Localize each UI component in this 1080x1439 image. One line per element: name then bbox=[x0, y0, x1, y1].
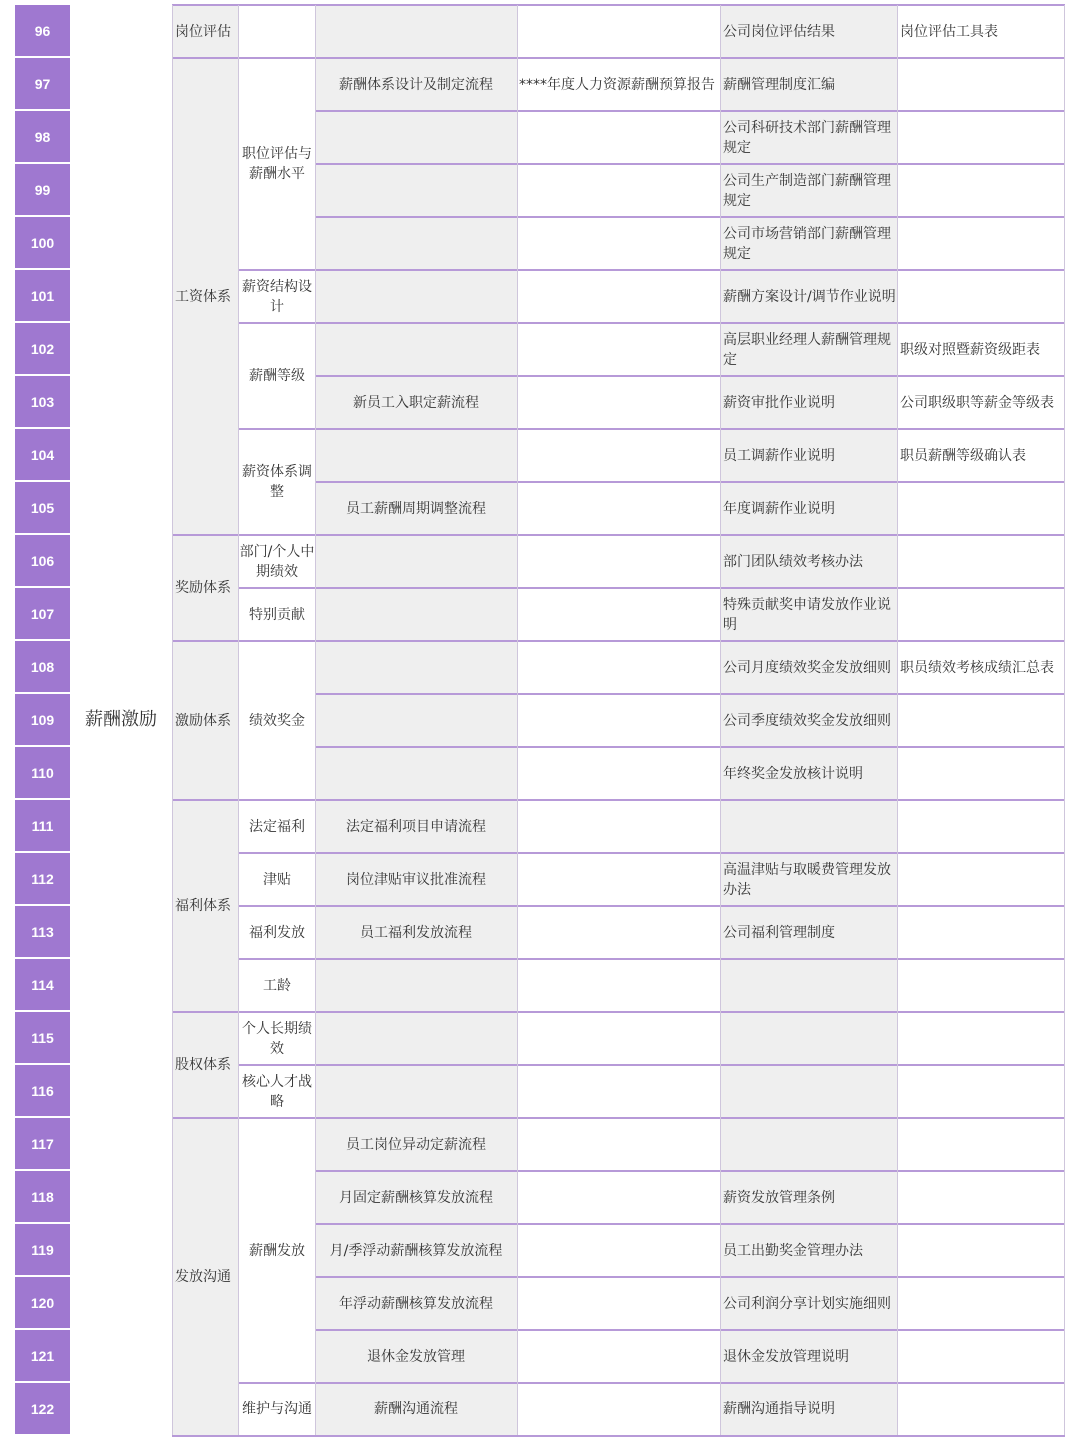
level1-gangwei: 岗位评估 bbox=[175, 23, 231, 40]
process-cell: 岗位津贴审议批准流程 bbox=[346, 871, 486, 888]
level2-dengji: 薪酬等级 bbox=[249, 368, 305, 384]
document-cell: 特殊贡献奖申请发放作业说明 bbox=[723, 596, 891, 633]
document-cell: 公司季度绩效奖金发放细则 bbox=[723, 712, 891, 729]
level2-jintie: 津贴 bbox=[263, 871, 291, 888]
row-number: 120 bbox=[15, 1277, 70, 1328]
form-cell: 岗位评估工具表 bbox=[900, 23, 998, 40]
row-separator bbox=[239, 587, 1065, 589]
level2-fulifafang: 福利发放 bbox=[249, 924, 305, 941]
level2-hexin: 核心人才战略 bbox=[242, 1073, 312, 1110]
row-number: 110 bbox=[15, 747, 70, 798]
module-cell: 薪酬激励 bbox=[85, 709, 157, 730]
row-number: 105 bbox=[15, 482, 70, 533]
level2-xinchoufafang: 薪酬发放 bbox=[249, 1242, 305, 1259]
row-number: 96 bbox=[15, 5, 70, 56]
process-cell: 退休金发放管理 bbox=[367, 1348, 465, 1365]
process-cell: 薪酬沟通流程 bbox=[374, 1401, 458, 1417]
row-number: 116 bbox=[15, 1065, 70, 1116]
form-cell: 公司职级职等薪金等级表 bbox=[900, 394, 1054, 411]
process-cell: 薪酬体系设计及制定流程 bbox=[339, 76, 493, 93]
row-number: 107 bbox=[15, 588, 70, 639]
row-number: 113 bbox=[15, 906, 70, 957]
document-cell: 员工调薪作业说明 bbox=[723, 447, 835, 464]
level1-fuli: 福利体系 bbox=[175, 898, 231, 914]
row-separator bbox=[315, 216, 1065, 218]
row-number: 117 bbox=[15, 1118, 70, 1169]
document-cell: 薪资发放管理条例 bbox=[723, 1189, 835, 1206]
level1-fafang: 发放沟通 bbox=[175, 1268, 231, 1285]
level2-zhongqi: 部门/个人中期绩效 bbox=[239, 543, 315, 580]
row-number: 99 bbox=[15, 164, 70, 215]
row-number: 114 bbox=[15, 959, 70, 1010]
document-cell: 员工出勤奖金管理办法 bbox=[723, 1242, 863, 1259]
document-cell: 公司市场营销部门薪酬管理规定 bbox=[723, 225, 891, 262]
row-number: 104 bbox=[15, 429, 70, 480]
row-number: 103 bbox=[15, 376, 70, 427]
row-number: 98 bbox=[15, 111, 70, 162]
document-cell: 公司福利管理制度 bbox=[723, 924, 835, 941]
row-number: 115 bbox=[15, 1012, 70, 1063]
row-number: 97 bbox=[15, 58, 70, 109]
row-number: 109 bbox=[15, 694, 70, 745]
row-number: 106 bbox=[15, 535, 70, 586]
row-number: 118 bbox=[15, 1171, 70, 1222]
level1-jili: 激励体系 bbox=[175, 712, 231, 729]
document-cell: 薪酬方案设计/调节作业说明 bbox=[723, 288, 896, 305]
process-cell: 员工福利发放流程 bbox=[360, 924, 472, 941]
document-cell: 部门团队绩效考核办法 bbox=[723, 553, 863, 570]
document-cell: 公司月度绩效奖金发放细则 bbox=[723, 659, 891, 676]
row-number: 121 bbox=[15, 1330, 70, 1381]
form-cell: 职员绩效考核成绩汇总表 bbox=[900, 659, 1054, 676]
level1-guquan: 股权体系 bbox=[175, 1057, 231, 1073]
report-cell: ****年度人力资源薪酬预算报告 bbox=[519, 76, 715, 93]
row-number: 122 bbox=[15, 1383, 70, 1434]
process-cell: 法定福利项目申请流程 bbox=[346, 818, 486, 835]
salary-incentive-table bbox=[15, 5, 1065, 1435]
process-cell: 年浮动薪酬核算发放流程 bbox=[339, 1295, 493, 1312]
row-number: 102 bbox=[15, 323, 70, 374]
process-cell: 月/季浮动薪酬核算发放流程 bbox=[329, 1242, 503, 1259]
document-cell: 薪酬管理制度汇编 bbox=[723, 76, 835, 93]
process-cell: 员工岗位异动定薪流程 bbox=[346, 1136, 486, 1153]
form-cell: 职级对照暨薪资级距表 bbox=[900, 341, 1040, 358]
document-cell: 公司生产制造部门薪酬管理规定 bbox=[723, 172, 891, 209]
row-number: 101 bbox=[15, 270, 70, 321]
document-cell: 退休金发放管理说明 bbox=[723, 1348, 849, 1365]
document-cell: 高层职业经理人薪酬管理规定 bbox=[723, 331, 891, 368]
document-cell: 年度调薪作业说明 bbox=[723, 500, 835, 517]
column-separator bbox=[517, 5, 518, 1435]
process-cell: 新员工入职定薪流程 bbox=[353, 394, 479, 411]
row-separator bbox=[315, 746, 1065, 748]
document-cell: 年终奖金发放核计说明 bbox=[723, 765, 863, 782]
row-number: 111 bbox=[15, 800, 70, 851]
level2-gongling: 工龄 bbox=[263, 977, 291, 994]
row-separator bbox=[315, 163, 1065, 165]
level2-fading: 法定福利 bbox=[249, 818, 305, 835]
column-separator bbox=[897, 5, 898, 1435]
row-number: 112 bbox=[15, 853, 70, 904]
level2-jixiao: 绩效奖金 bbox=[249, 712, 305, 729]
row-separator bbox=[239, 1064, 1065, 1066]
row-number: 119 bbox=[15, 1224, 70, 1275]
process-cell: 员工薪酬周期调整流程 bbox=[346, 500, 486, 517]
row-number: 100 bbox=[15, 217, 70, 268]
level2-jiegou: 薪资结构设计 bbox=[242, 278, 312, 315]
level1-jiangli: 奖励体系 bbox=[175, 580, 231, 596]
process-cell: 月固定薪酬核算发放流程 bbox=[339, 1189, 493, 1206]
document-cell: 薪资审批作业说明 bbox=[723, 394, 835, 411]
level2-tebie: 特别贡献 bbox=[249, 606, 305, 623]
document-cell: 薪酬沟通指导说明 bbox=[723, 1401, 835, 1417]
document-cell: 公司利润分享计划实施细则 bbox=[723, 1295, 891, 1312]
level2-zhiwei: 职位评估与薪酬水平 bbox=[242, 146, 312, 182]
level2-tiaozheng: 薪资体系调整 bbox=[242, 464, 312, 500]
form-cell: 职员薪酬等级确认表 bbox=[900, 447, 1026, 464]
document-cell: 高温津贴与取暖费管理发放办法 bbox=[723, 861, 891, 898]
column-separator bbox=[1064, 5, 1065, 1435]
level1-gongzi: 工资体系 bbox=[175, 288, 231, 305]
row-number: 108 bbox=[15, 641, 70, 692]
level2-changqi: 个人长期绩效 bbox=[242, 1020, 312, 1057]
document-cell: 公司科研技术部门薪酬管理规定 bbox=[723, 119, 891, 156]
level2-weihu: 维护与沟通 bbox=[242, 1401, 312, 1417]
document-cell: 公司岗位评估结果 bbox=[723, 23, 835, 40]
row-separator bbox=[172, 1435, 1065, 1437]
row-separator bbox=[239, 269, 1065, 271]
